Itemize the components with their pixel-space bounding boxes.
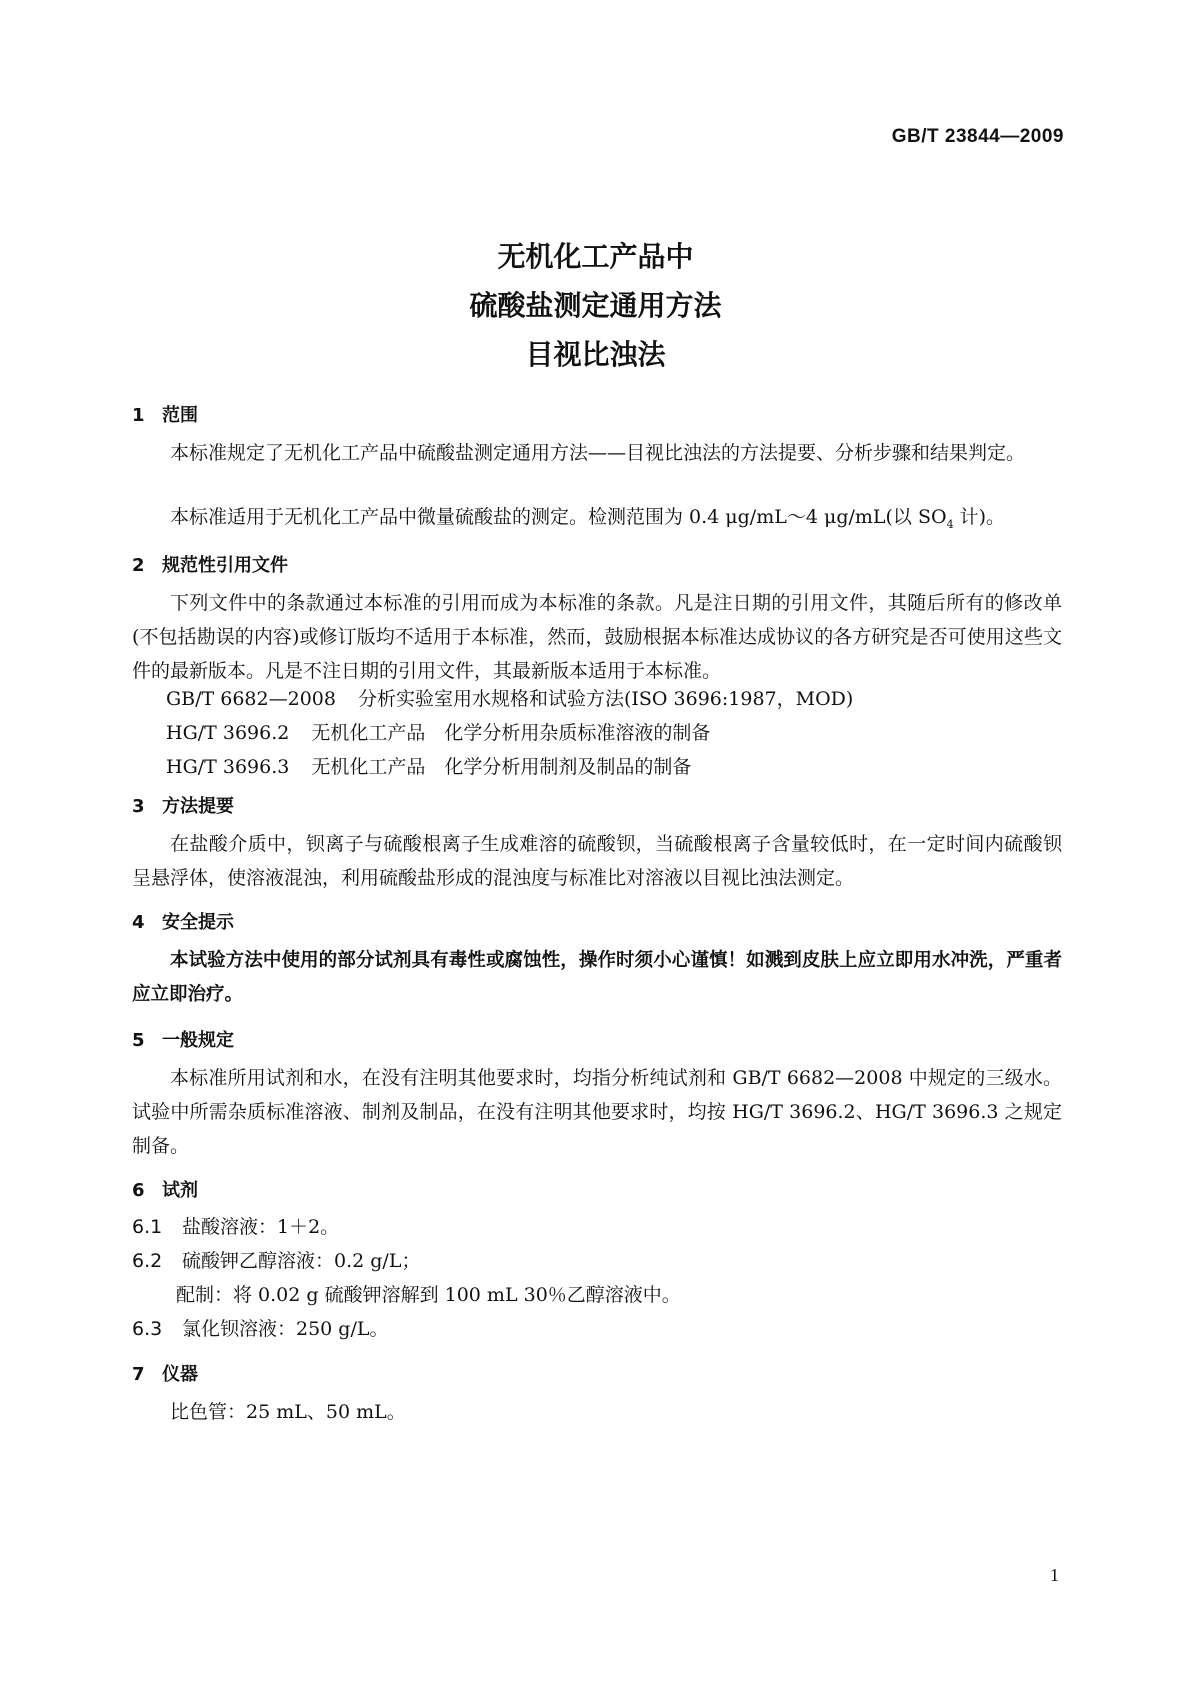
section-title: 方法提要 [162,796,234,817]
page-number: 1 [1050,1565,1059,1585]
clause-6-1 [132,1210,339,1244]
section-title: 安全提示 [162,912,234,933]
paragraph [170,500,1005,542]
section-heading-1 [132,401,198,427]
title-line-3: 目视比浊法 [525,338,666,371]
reference-code: GB/T 6682—2008 [166,688,336,710]
reference-code: HG/T 3696.2 [166,722,290,744]
section-number: 2 [132,555,145,576]
title-line-1: 无机化工产品中 [497,240,694,273]
reference-title: 无机化工产品 化学分析用杂质标准溶液的制备 [311,722,711,744]
section-heading-6 [132,1176,198,1202]
paragraph: 下列文件中的条款通过本标准的引用而成为本标准的条款。凡是注日期的引用文件，其随后所有的修改单(不包括勘误的内容)或修订版均不适用于本标准，然而，鼓励根据本标准达成协议的各方研究是否可使用这些文件的最新版本。凡是不注日期的引用文件，其最新版本适用于本标准。 [132,592,1062,682]
section-number: 7 [132,1364,145,1385]
section-number: 4 [132,912,145,933]
section-number: 3 [132,796,145,817]
paragraph: 在盐酸介质中，钡离子与硫酸根离子生成难溶的硫酸钡，当硫酸根离子含量较低时，在一定时间内硫酸钡呈悬浮体，使溶液混浊，利用硫酸盐形成的混浊度与标准比对溶液以目视比浊法测定。 [132,833,1062,889]
reference-item [166,682,853,716]
section-heading-3 [132,792,234,818]
section-title: 仪器 [162,1364,198,1385]
section-number: 1 [132,405,145,426]
title-line-2: 硫酸盐测定通用方法 [469,289,722,322]
standard-number: GB/T 23844—2009 [891,126,1064,147]
clause-number: 6.3 [132,1318,163,1340]
text-run: 计)。 [953,506,1006,528]
clause-number: 6.1 [132,1216,163,1238]
section-title: 一般规定 [162,1030,234,1051]
section-title: 规范性引用文件 [162,555,288,576]
section-heading-7 [132,1360,198,1386]
section-heading-5 [132,1026,234,1052]
section-title: 范围 [162,405,198,426]
paragraph: 本标准规定了无机化工产品中硫酸盐测定通用方法——目视比浊法的方法提要、分析步骤和结果判定。 [170,442,1026,464]
clause-text: 盐酸溶液：1＋2。 [182,1216,340,1238]
reference-title: 分析实验室用水规格和试验方法(ISO 3696:1987，MOD) [357,688,854,710]
text-run: 本标准适用于无机化工产品中微量硫酸盐的测定。检测范围为 0.4 μg/mL～4 μg/mL(以 SO [170,506,947,528]
clause-6-2 [132,1244,420,1278]
clause-number: 6.2 [132,1250,163,1272]
reference-item [166,716,710,750]
preparation-note: 配制：将 0.02 g 硫酸钾溶解到 100 mL 30％乙醇溶液中。 [176,1284,681,1306]
clause-text: 硫酸钾乙醇溶液：0.2 g/L； [182,1250,421,1272]
section-number: 5 [132,1030,145,1051]
clause-text: 氯化钡溶液：250 g/L。 [182,1318,389,1340]
paragraph: 本标准所用试剂和水，在没有注明其他要求时，均指分析纯试剂和 GB/T 6682—2008 中规定的三级水。试验中所需杂质标准溶液、制剂及制品，在没有注明其他要求时，均按 HG/T 3696.2、HG/T 3696.3 之规定制备。 [132,1067,1062,1157]
section-number: 6 [132,1180,145,1201]
reference-code: HG/T 3696.3 [166,756,290,778]
safety-warning: 本试验方法中使用的部分试剂具有毒性或腐蚀性，操作时须小心谨慎！如溅到皮肤上应立即用水冲洗，严重者应立即治疗。 [132,950,1062,1005]
section-heading-2 [132,551,288,577]
section-heading-4 [132,908,234,934]
reference-title: 无机化工产品 化学分析用制剂及制品的制备 [311,756,692,778]
paragraph: 比色管：25 mL、50 mL。 [170,1401,406,1423]
clause-6-3 [132,1312,389,1346]
reference-item [166,750,691,784]
section-title: 试剂 [162,1180,198,1201]
subscript: 4 [946,517,954,531]
